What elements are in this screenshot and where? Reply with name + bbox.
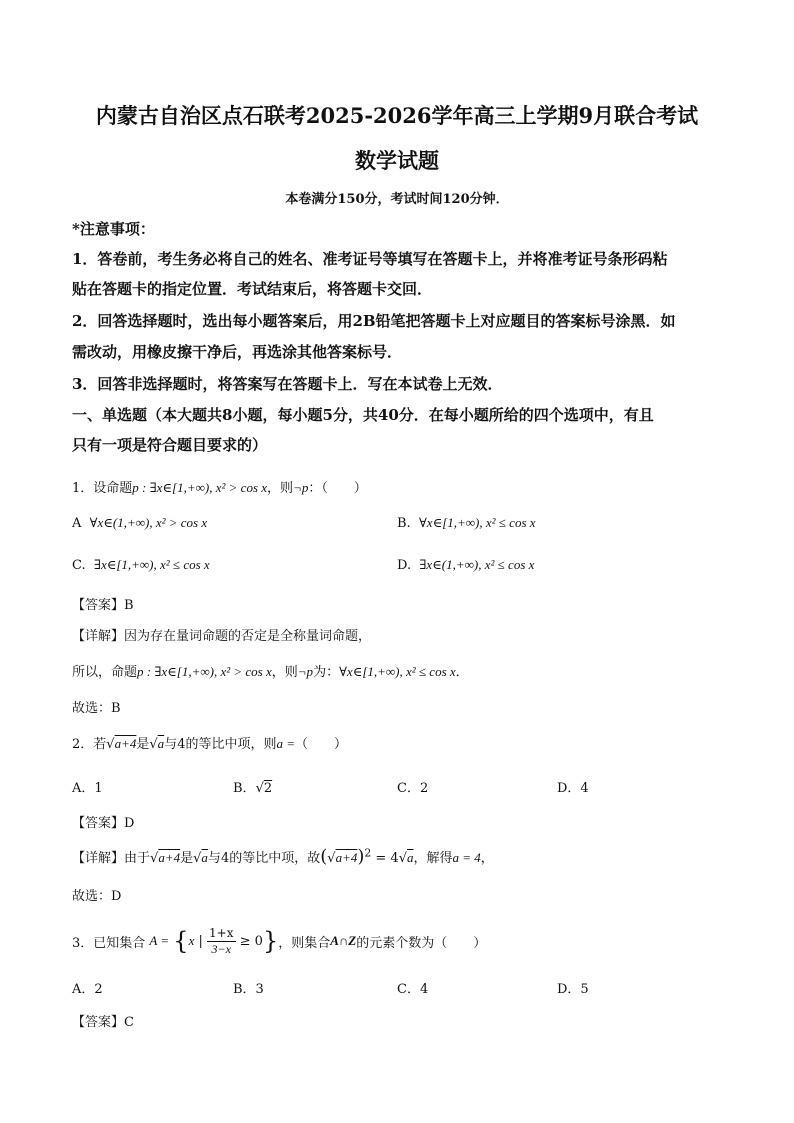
- q2-detail-radicand-1: a+4: [158, 850, 181, 865]
- q2-detail-sq-radicand: a+4: [335, 850, 358, 865]
- q2-is: 是: [136, 737, 150, 752]
- q1-stem-pre: 1．设命题: [72, 481, 133, 496]
- q1-option-c: [72, 557, 210, 573]
- q1-stem-not-p: ¬p: [293, 480, 309, 495]
- q2-four: 4: [177, 737, 186, 752]
- q2-num: 2．若: [72, 737, 107, 752]
- q2-radical-1: √a+4: [106, 736, 137, 752]
- q3-post-pre: ，则集合: [278, 935, 331, 951]
- q1-stem-mid: ，则: [267, 481, 294, 496]
- q2-choose: 故选：D: [72, 889, 122, 904]
- q2-rest: 的等比中项，则: [185, 737, 277, 752]
- q2-detail-close-paren: ): [357, 846, 365, 867]
- q3-option-d: D．5: [557, 982, 589, 997]
- q3-option-b: B．3: [233, 982, 264, 997]
- q2-option-c: C．2: [397, 781, 429, 796]
- q2-detail-radicand-2: a: [201, 850, 208, 865]
- q2-detail-eq: = 4: [375, 851, 399, 866]
- q2-option-b: [233, 777, 272, 796]
- q2-option-b-label: B．: [233, 781, 256, 796]
- note-1-line-1: 1．答卷前，考生务必将自己的姓名、准考证号等填写在答题卡上，并将准考证号条形码粘: [72, 250, 668, 268]
- q2-detail-sq-radical: √a+4: [327, 850, 358, 866]
- notes-heading: *注意事项：: [72, 220, 155, 238]
- q3-geq: ≥ 0: [239, 933, 263, 949]
- q1-stem-math: p : ∃x∈[1,+∞), x² > cos x: [132, 480, 268, 495]
- note-3: 3．回答非选择题时，将答案写在答题卡上．写在本试卷上无效．: [72, 375, 503, 393]
- q2-detail-radical-2: √a: [193, 850, 208, 866]
- q2-radicand-1: a+4: [114, 736, 137, 751]
- q2-option-b-radicand: 2: [263, 781, 273, 796]
- q2-option-b-radical: √2: [255, 781, 273, 796]
- q2-detail-mid: 的等比中项，故: [229, 851, 321, 866]
- q2-detail-radical-1: √a+4: [150, 850, 181, 866]
- q1-detail-2: [72, 661, 469, 680]
- question-3-stem: [72, 924, 486, 958]
- q1-option-d-text: ∃x∈(1,+∞), x² ≤ cos x: [419, 557, 535, 572]
- q2-detail-label: 【详解】: [72, 851, 125, 866]
- q3-post: 的元素个数为（ ）: [356, 935, 487, 951]
- q1-stem-post: ：（ ）: [308, 481, 367, 496]
- section-1-heading-line-2: 只有一项是符合题目要求的）: [72, 436, 268, 454]
- q2-detail-solution: a = 4: [452, 850, 481, 865]
- q2-detail-and: 与: [207, 851, 221, 866]
- q2-radical-2: √a: [149, 736, 165, 752]
- q1-choose: 故选：B: [72, 701, 121, 716]
- q2-detail-radical-3: √a: [398, 850, 414, 866]
- q2-detail-four: 4: [220, 851, 230, 866]
- q1-detail-label: 【详解】: [72, 629, 125, 644]
- q2-radicand-2: a: [157, 736, 165, 751]
- q1-option-b-label: B.: [397, 516, 411, 531]
- q2-detail-sol-pre: ，解得: [413, 851, 453, 866]
- q1-detail-1: [72, 625, 371, 644]
- q2-detail-is: 是: [180, 851, 194, 866]
- q1-option-a-label: A: [72, 516, 82, 531]
- q3-denominator: 3−x: [211, 941, 231, 956]
- note-2-line-1: 2．回答选择题时，选出每小题答案后，用2B铅笔把答题卡上对应题目的答案标号涂黑．如: [72, 312, 676, 330]
- q1-detail-2-math: p : ∃x∈[1,+∞), x² > cos x: [137, 664, 272, 679]
- q2-detail-pre: 由于: [124, 851, 151, 866]
- q1-option-a-text: ∀x∈(1,+∞), x² > cos x: [89, 515, 208, 530]
- section-1-heading-line-1: 一、单选题（本大题共8小题，每小题5分，共40分．在每小题所给的四个选项中，有且: [72, 406, 654, 424]
- note-2-line-2: 需改动，用橡皮擦干净后，再选涂其他答案标号．: [72, 343, 403, 361]
- q3-brace-close: }: [262, 927, 279, 955]
- q1-option-b-text: ∀x∈[1,+∞), x² ≤ cos x: [418, 515, 536, 530]
- q1-option-c-text: ∃x∈[1,+∞), x² ≤ cos x: [93, 557, 210, 572]
- q3-var-x: x: [188, 933, 195, 948]
- q1-detail-2-pre: 所以，命题: [72, 665, 138, 680]
- q2-detail: [72, 846, 494, 867]
- q3-brace-open: {: [173, 927, 189, 955]
- question-1-stem: [72, 477, 367, 496]
- exam-title: 内蒙古自治区点石联考2025-2026学年高三上学期9月联合考试: [95, 103, 699, 128]
- q2-and: 与: [164, 737, 178, 752]
- q1-option-c-label: C.: [72, 558, 86, 573]
- q3-numerator: 1+x: [209, 925, 234, 940]
- q1-detail-2-mid2: 为：: [313, 665, 340, 680]
- q2-option-d: D．4: [557, 781, 589, 796]
- q2-detail-radicand-3: a: [407, 850, 414, 865]
- q1-answer: 【答案】B: [72, 598, 134, 613]
- q2-a-eq: a =: [276, 736, 296, 751]
- q1-detail-2-not-p: ¬p: [297, 664, 314, 679]
- q1-option-a: [72, 515, 207, 531]
- q1-detail-2-post: ．: [455, 665, 469, 680]
- exam-meta: 本卷满分150分，考试时间120分钟．: [285, 192, 509, 207]
- q1-detail-text-1: 因为存在量词命题的否定是全称量词命题，: [124, 629, 372, 644]
- exam-subtitle: 数学试题: [355, 148, 439, 173]
- q3-pre: 3．已知集合: [72, 935, 146, 951]
- q3-option-c: C．4: [397, 982, 429, 997]
- q2-paren: （ ）: [295, 737, 348, 752]
- q2-option-a: A．1: [72, 781, 103, 796]
- q1-option-d: [397, 557, 534, 573]
- q2-detail-post: ，: [480, 851, 494, 866]
- q1-detail-2-mid: ，则: [271, 665, 298, 680]
- note-1-line-2: 贴在答题卡的指定位置．考试结束后，将答题卡交回．: [72, 280, 433, 298]
- q1-option-b: [397, 515, 536, 531]
- q3-intersection: A∩Z: [330, 933, 357, 948]
- q3-bar: |: [198, 933, 203, 949]
- q3-fraction: [207, 926, 235, 957]
- q3-option-a: A．2: [72, 982, 103, 997]
- q2-detail-open-paren: (: [320, 846, 328, 867]
- q2-detail-exponent: 2: [364, 846, 372, 860]
- q1-option-d-label: D.: [397, 558, 412, 573]
- question-2-stem: [72, 733, 347, 752]
- q3-answer: 【答案】C: [72, 1015, 134, 1030]
- q1-detail-2-math3: ∀x∈[1,+∞), x² ≤ cos x: [339, 664, 456, 679]
- q3-set-a: A =: [149, 933, 170, 948]
- q2-answer: 【答案】D: [72, 816, 135, 831]
